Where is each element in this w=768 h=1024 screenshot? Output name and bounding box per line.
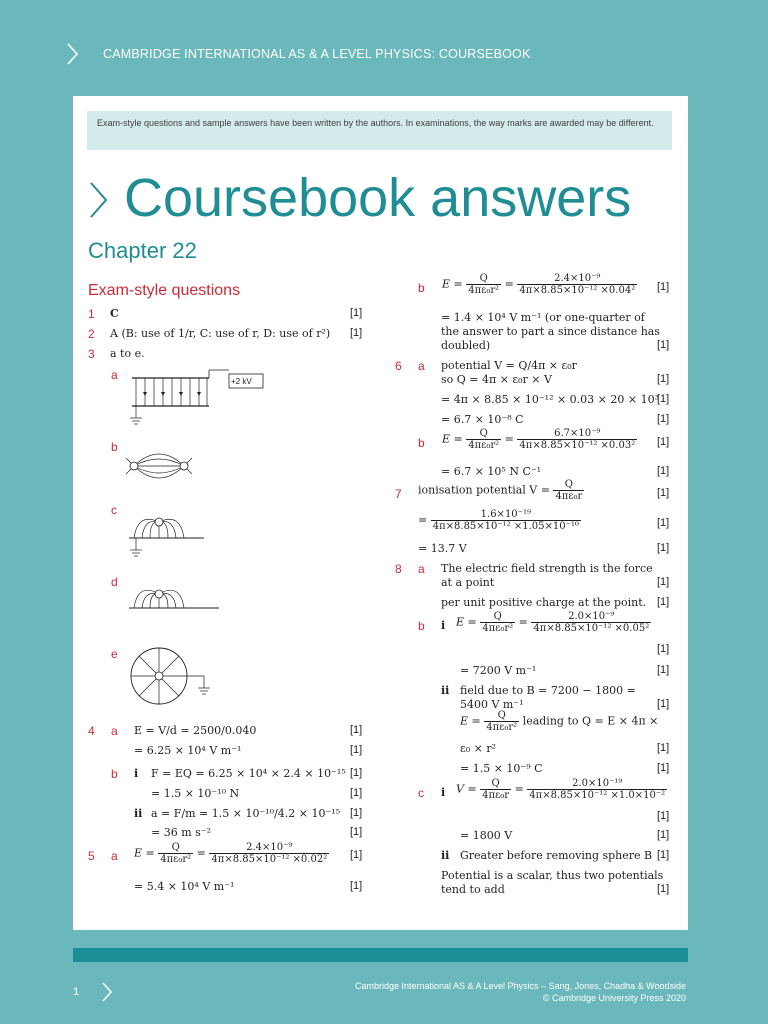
part-label: d — [111, 575, 118, 589]
mark: [1] — [657, 373, 670, 385]
running-header: CAMBRIDGE INTERNATIONAL AS & A LEVEL PHYSICS: COURSEBOOK — [103, 47, 531, 61]
question-number: 5 — [88, 849, 95, 863]
answer-line: the answer to part a since distance has — [441, 325, 660, 338]
answer-line: a = F/m = 1.5 × 10⁻¹⁰/4.2 × 10⁻¹⁵ — [151, 807, 341, 820]
mark: [1] — [350, 807, 363, 819]
sub-part-label: ii — [134, 807, 143, 820]
answer-line: The electric field strength is the force — [441, 562, 653, 575]
answer-line: so Q = 4π × ε₀r × V — [441, 373, 552, 386]
mark: [1] — [350, 327, 363, 339]
diagram-charge-above-plane-2 — [124, 580, 224, 615]
mark: [1] — [350, 849, 363, 861]
answer-line: E = V/d = 2500/0.040 — [134, 724, 257, 737]
part-label: c — [111, 503, 117, 517]
chevron-right-icon — [66, 42, 80, 66]
answer-line: = 1.5 × 10⁻⁹ C — [460, 762, 543, 775]
mark: [1] — [350, 307, 363, 319]
diagram-two-charges — [124, 446, 194, 486]
part-label: e — [111, 647, 118, 661]
mark: [1] — [657, 829, 670, 841]
part-label: a — [111, 849, 118, 863]
mark: [1] — [657, 643, 670, 655]
mark: [1] — [350, 744, 363, 756]
equation: E = $\frac{Q}{\text{4πε₀r²}}$ = $\frac{\text{6.7×10⁻⁹}}{\text{4π×8.85×10⁻¹² ×0.03²}}$ — [442, 428, 636, 451]
mark: [1] — [657, 339, 670, 351]
mark: [1] — [657, 487, 670, 499]
answer-line: tend to add — [441, 883, 505, 896]
diagram-parallel-plates — [124, 366, 274, 426]
footer-bar — [73, 948, 688, 962]
page-title: Coursebook answers — [124, 168, 632, 228]
answer-line: field due to B = 7200 − 1800 = — [460, 684, 636, 697]
mark: [1] — [657, 762, 670, 774]
answer-line: potential V = Q/4π × ε₀r — [441, 359, 577, 372]
question-number: 2 — [88, 327, 95, 341]
footer-line: © Cambridge University Press 2020 — [542, 993, 686, 1003]
sub-part-label: i — [441, 786, 446, 799]
answer-line: = 1.5 × 10⁻¹⁰ N — [151, 787, 240, 800]
mark: [1] — [350, 767, 363, 779]
answer-line: ε₀ × r² — [460, 742, 496, 755]
mark: [1] — [657, 281, 670, 293]
equation: = $\frac{\text{1.6×10⁻¹⁹}}{\text{4π×8.85×10⁻¹² ×1.05×10⁻¹⁰}}$ — [418, 509, 579, 532]
mark: [1] — [657, 810, 670, 822]
answer-line: per unit positive charge at the point. — [441, 596, 647, 609]
mark: [1] — [350, 724, 363, 736]
section-heading: Exam-style questions — [88, 282, 241, 299]
answer-line: doubled) — [441, 339, 491, 352]
sub-part-label: i — [134, 767, 139, 780]
answer-line: Greater before removing sphere B — [460, 849, 653, 862]
answer-text: C — [110, 307, 119, 320]
mark: [1] — [657, 849, 670, 861]
answer-text: a to e. — [110, 347, 145, 360]
answer-line: = 5.4 × 10⁴ V m⁻¹ — [134, 880, 235, 893]
equation: V = $\frac{Q}{\text{4πε₀r}}$ = $\frac{\text{2.0×10⁻¹⁹}}{\text{4π×8.85×10⁻¹² ×1.0×10⁻²}}$ — [456, 778, 666, 801]
mark: [1] — [657, 542, 670, 554]
part-label: c — [418, 786, 424, 800]
equation: E = $\frac{Q}{\text{4πε₀r²}}$ leading to Q = E × 4π × — [460, 710, 659, 733]
answer-line: = 1800 V — [460, 829, 513, 842]
sub-part-label: ii — [441, 849, 450, 862]
sub-part-label: ii — [441, 684, 450, 697]
mark: [1] — [350, 787, 363, 799]
diagram-charge-in-sphere — [124, 646, 224, 706]
footer-line: Cambridge International AS & A Level Physics – Sang, Jones, Chadha & Woodside — [354, 981, 686, 991]
mark: [1] — [657, 517, 670, 529]
answer-line: = 6.7 × 10⁵ N C⁻¹ — [441, 465, 542, 478]
part-label: b — [418, 619, 425, 633]
mark: [1] — [350, 880, 363, 892]
disclaimer-note: Exam-style questions and sample answers have been written by the authors. In examinations, the way marks are awarded may be different. — [87, 111, 672, 150]
diagram-charge-above-plane — [124, 508, 209, 563]
answer-line: = 1.4 × 10⁴ V m⁻¹ (or one-quarter of — [441, 311, 645, 324]
answer-line: = 6.25 × 10⁴ V m⁻¹ — [134, 744, 242, 757]
part-label: a — [111, 368, 118, 382]
part-label: b — [111, 440, 118, 454]
answer-line: = 4π × 8.85 × 10⁻¹² × 0.03 × 20 × 10³ — [441, 393, 660, 406]
question-number: 6 — [395, 359, 402, 373]
answer-line: = 7200 V m⁻¹ — [460, 664, 537, 677]
answer-line: 5400 V m⁻¹ — [460, 698, 524, 711]
mark: [1] — [657, 576, 670, 588]
equation: E = $\frac{Q}{\text{4πε₀r²}}$ = $\frac{\text{2.0×10⁻⁹}}{\text{4π×8.85×10⁻¹² ×0.05²}}$ — [456, 611, 650, 634]
equation: E = $\frac{Q}{\text{4πε₀r²}}$ = $\frac{\text{2.4×10⁻⁹}}{\text{4π×8.85×10⁻¹² ×0.02²}}$ — [134, 842, 328, 865]
mark: [1] — [657, 436, 670, 448]
part-label: a — [418, 562, 425, 576]
question-number: 7 — [395, 487, 402, 501]
equation: ionisation potential V = $\frac{Q}{\text{4πε₀r}}$ — [418, 479, 583, 502]
equation: E = $\frac{Q}{\text{4πε₀r²}}$ = $\frac{\text{2.4×10⁻⁹}}{\text{4π×8.85×10⁻¹² ×0.04²}}$ — [442, 273, 636, 296]
part-label: a — [111, 724, 118, 738]
answer-line: = 13.7 V — [418, 542, 467, 555]
mark: [1] — [657, 698, 670, 710]
answer-text: A (B: use of 1/r, C: use of r, D: use of r²) — [110, 327, 331, 340]
page-number: 1 — [73, 986, 80, 998]
answer-line: Potential is a scalar, thus two potentials — [441, 869, 664, 882]
mark: [1] — [657, 883, 670, 895]
answer-line: = 36 m s⁻² — [151, 826, 211, 839]
part-label: b — [418, 436, 425, 450]
part-label: a — [418, 359, 425, 373]
answer-line: at a point — [441, 576, 495, 589]
question-number: 3 — [88, 347, 95, 361]
mark: [1] — [657, 596, 670, 608]
part-label: b — [418, 281, 425, 295]
chevron-right-icon — [101, 981, 113, 1003]
mark: [1] — [350, 826, 363, 838]
voltage-label: +2 kV — [231, 377, 252, 386]
mark: [1] — [657, 413, 670, 425]
sub-part-label: i — [441, 619, 446, 632]
question-number: 1 — [88, 307, 95, 321]
answer-line: F = EQ = 6.25 × 10⁴ × 2.4 × 10⁻¹⁵ — [151, 767, 346, 780]
part-label: b — [111, 767, 118, 781]
mark: [1] — [657, 393, 670, 405]
question-number: 8 — [395, 562, 402, 576]
answer-line: = 6.7 × 10⁻⁸ C — [441, 413, 524, 426]
chapter-heading: Chapter 22 — [88, 238, 197, 263]
chevron-right-icon — [88, 180, 110, 220]
footer-credit — [355, 980, 686, 1004]
question-number: 4 — [88, 724, 95, 738]
mark: [1] — [657, 742, 670, 754]
mark: [1] — [657, 465, 670, 477]
mark: [1] — [657, 664, 670, 676]
